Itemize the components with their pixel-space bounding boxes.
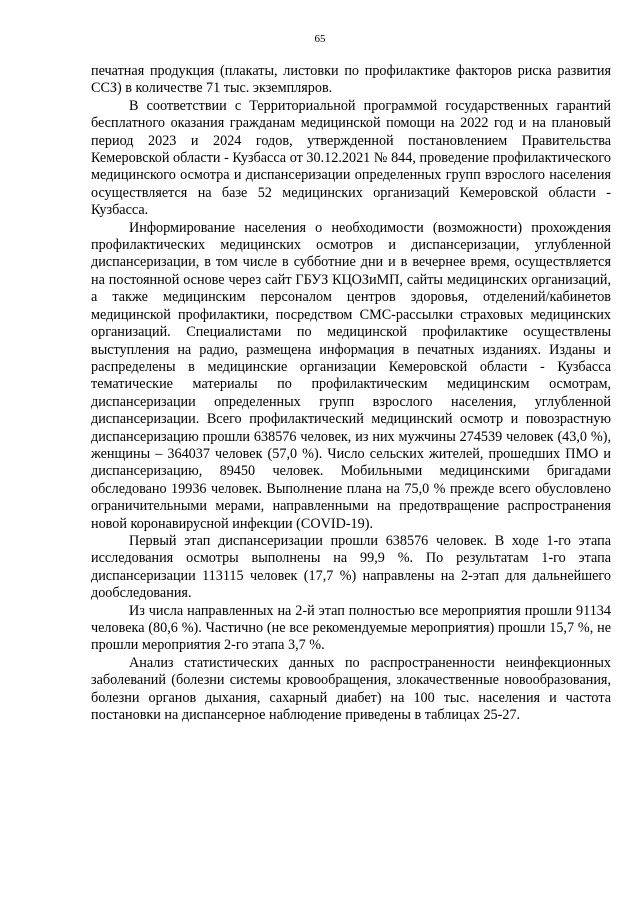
paragraph: Первый этап диспансеризации прошли 638576 человек. В ходе 1-го этапа исследования осмотры выполнены на 99,9 %. По результатам 1-го этапа диспансеризации 113115 человек (17,7 %) направлены на 2-этап для дальнейшего дообследования.: [91, 532, 611, 602]
page-number: 65: [314, 33, 326, 45]
paragraph: Анализ статистических данных по распространенности неинфекционных заболеваний (болезни системы кровообращения, злокачественные новообразования, болезни органов дыхания, сахарный диабет) на 100 тыс. населения и частота постановки на диспансерное наблюдение приведены в таблицах 25-27.: [91, 654, 611, 724]
paragraph: Из числа направленных на 2-й этап полностью все мероприятия прошли 91134 человека (80,6 %). Частично (не все рекомендуемые мероприятия) прошли 15,7 %, не прошли мероприятия 2-го этапа 3,7 %.: [91, 602, 611, 654]
paragraph: Информирование населения о необходимости (возможности) прохождения профилактических медицинских осмотров и диспансеризации, углубленной диспансеризации, в том числе в субботние дни и в вечернее время, осуществляется на постоянной основе через сайт ГБУЗ КЦОЗиМП, сайты медицинских организаций, а также медицинским персоналом центров здоровья, отделений/кабинетов медицинской профилактики, посредством СМС-рассылки страховых медицинских организаций. Специалистами по медицинской профилактике осуществлены выступления на радио, размещена информация в печатных изданиях. Изданы и распределены в медицинские организации Кемеровской области - Кузбасса тематические материалы по профилактическим медицинским осмотрам, диспансеризации определенных групп взрослого населения, углубленной диспансеризации. Всего профилактический медицинский осмотр и повозрастную диспансеризацию прошли 638576 человек, из них мужчины 274539 человек (43,0 %), женщины – 364037 человек (57,0 %). Число сельских жителей, прошедших ПМО и диспансеризацию, 89450 человек. Мобильными медицинскими бригадами обследовано 19936 человек. Выполнение плана на 75,0 % прежде всего обусловлено ограничительными мерами, направленными на предотвращение распространения новой коронавирусной инфекции (COVID-19).: [91, 219, 611, 532]
document-body: [91, 63, 611, 724]
paragraph: печатная продукция (плакаты, листовки по профилактике факторов риска развития ССЗ) в количестве 71 тыс. экземпляров.: [91, 63, 611, 97]
paragraph: В соответствии с Территориальной программой государственных гарантий бесплатного оказания гражданам медицинской помощи на 2022 год и на плановый период 2023 и 2024 годов, утвержденной постановлением Правительства Кемеровской области - Кузбасса от 30.12.2021 № 844, проведение профилактического медицинского осмотра и диспансеризации определенных групп взрослого населения осуществляется на базе 52 медицинских организаций Кемеровской области - Кузбасса.: [91, 97, 611, 219]
